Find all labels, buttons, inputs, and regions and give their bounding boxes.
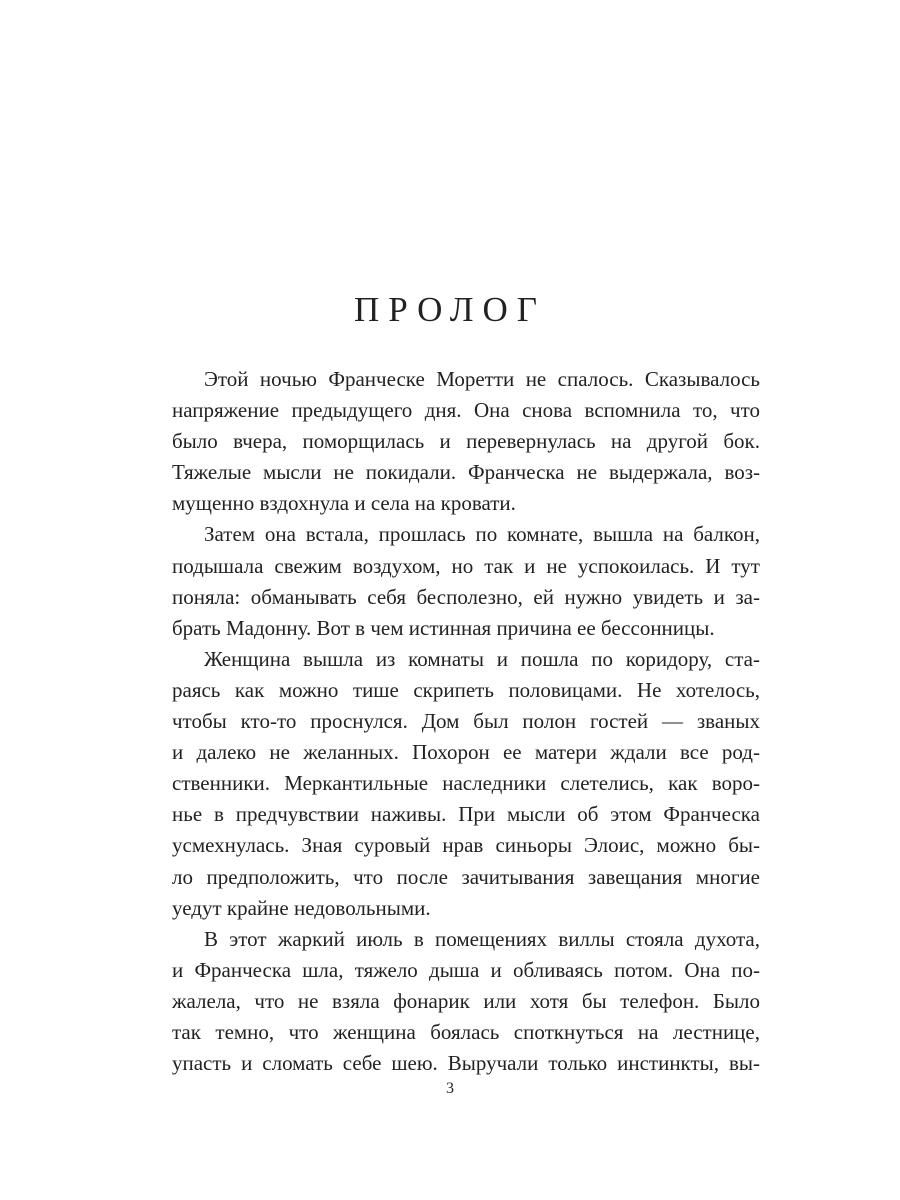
text-line: Этой ночью Франческе Моретти не спалось. Сказывалось: [204, 367, 760, 391]
text-line: чтобы кто-то проснулся. Дом был полон гостей — званых: [172, 709, 760, 734]
text-line: Затем она встала, прошлась по комнате, вышла на балкон,: [204, 522, 760, 547]
text-line: так темно, что женщина боялась споткнуться на лестнице,: [172, 1019, 760, 1044]
text-line: ственники. Меркантильные наследники слетелись, как воро-: [172, 771, 760, 796]
text-line: раясь как можно тише скрипеть половицами. Не хотелось,: [172, 677, 760, 702]
paragraph: [140, 364, 760, 519]
text-line: поняла: обманывать себя бесполезно, ей нужно увидеть и за-: [172, 584, 760, 609]
paragraph: [140, 644, 760, 924]
text-line: жалела, что не взяла фонарик или хотя бы телефон. Было: [172, 988, 760, 1013]
paragraph: [140, 924, 760, 1079]
chapter-title: ПРОЛОГ: [354, 290, 546, 329]
text-line: и Франческа шла, тяжело дыша и обливаясь потом. Она по-: [172, 957, 760, 982]
text-line: ло предположить, что после зачитывания завещания многие: [172, 864, 760, 889]
text-line: напряжение предыдущего дня. Она снова вспомнила то, что: [172, 398, 760, 423]
page-number: 3: [446, 1080, 454, 1097]
text-line: упасть и сломать себе шею. Выручали только инстинкты, вы-: [172, 1051, 760, 1076]
paragraph: [140, 519, 760, 643]
chapter-body: [140, 364, 760, 1079]
text-line: нье в предчувствии наживы. При мысли об этом Франческа: [172, 802, 760, 827]
text-line: В этот жаркий июль в помещениях виллы стояла духота,: [204, 926, 760, 951]
text-line: брать Мадонну. Вот в чем истинная причина ее бессонницы.: [172, 615, 715, 640]
text-line: Тяжелые мысли не покидали. Франческа не выдержала, воз-: [172, 460, 760, 485]
text-line: мущенно вздохнула и села на кровати.: [172, 491, 516, 516]
text-line: и далеко не желанных. Похорон ее матери ждали все род-: [172, 740, 760, 765]
text-line: усмехнулась. Зная суровый нрав синьоры Элоис, можно бы-: [172, 833, 760, 858]
text-line: уедут крайне недовольными.: [172, 895, 431, 920]
text-line: Женщина вышла из комнаты и пошла по коридору, ста-: [204, 646, 760, 671]
text-line: подышала свежим воздухом, но так и не успокоилась. И тут: [172, 553, 760, 578]
text-line: было вчера, поморщилась и перевернулась на другой бок.: [172, 429, 760, 454]
